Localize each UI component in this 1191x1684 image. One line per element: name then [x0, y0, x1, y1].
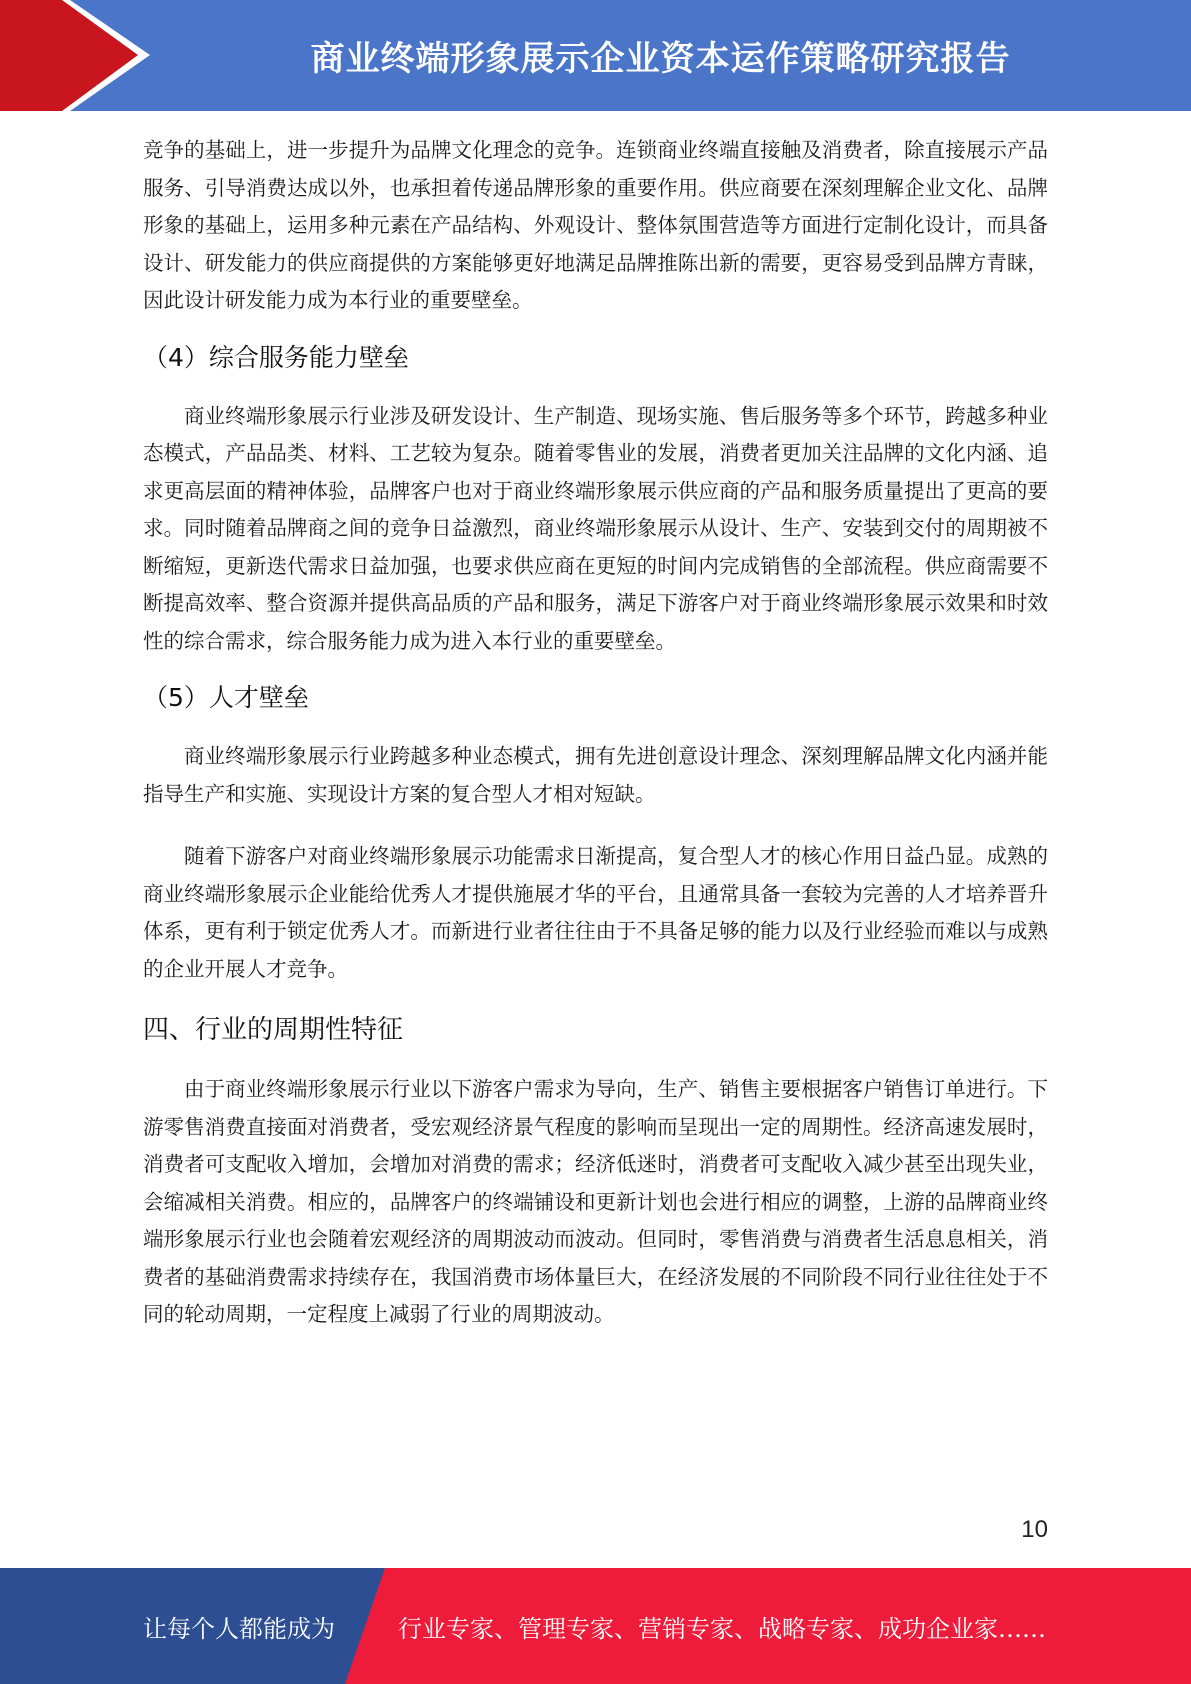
report-title: 商业终端形象展示企业资本运作策略研究报告: [310, 39, 1011, 79]
heading-talent-barrier: （5）人才壁垒: [143, 683, 309, 712]
footer-slogan-right: 行业专家、管理专家、营销专家、战略专家、成功企业家……: [398, 1614, 1046, 1643]
page-header: [0, 0, 1191, 111]
page-footer: [0, 1568, 1191, 1684]
heading-cyclicality: 四、行业的周期性特征: [143, 1015, 404, 1045]
paragraph-service-barrier: 商业终端形象展示行业涉及研发设计、生产制造、现场实施、售后服务等多个环节，跨越多种业态模式，产品品类、材料、工艺较为复杂。随着零售业的发展，消费者更加关注品牌的文化内涵、追求更高层面的精神体验，品牌客户也对于商业终端形象展示供应商的产品和服务质量提出了更高的要求。同时随着品牌商之间的竞争日益激烈，商业终端形象展示从设计、生产、安装到交付的周期被不断缩短，更新迭代需求日益加强，也要求供应商在更短的时间内完成销售的全部流程。供应商需要不断提高效率、整合资源并提供高品质的产品和服务，满足下游客户对于商业终端形象展示效果和时效性的综合需求，综合服务能力成为进入本行业的重要壁垒。: [143, 403, 1048, 653]
page-number: 10: [1021, 1516, 1048, 1543]
paragraph-talent-barrier-1: 商业终端形象展示行业跨越多种业态模式，拥有先进创意设计理念、深刻理解品牌文化内涵并能指导生产和实施、实现设计方案的复合型人才相对短缺。: [143, 744, 1048, 806]
paragraph-design-barrier: 竞争的基础上，进一步提升为品牌文化理念的竞争。连锁商业终端直接触及消费者，除直接展示产品服务、引导消费达成以外，也承担着传递品牌形象的重要作用。供应商要在深刻理解企业文化、品牌形象的基础上，运用多种元素在产品结构、外观设计、整体氛围营造等方面进行定制化设计，而具备设计、研发能力的供应商提供的方案能够更好地满足品牌推陈出新的需要，更容易受到品牌方青睐，因此设计研发能力成为本行业的重要壁垒。: [143, 138, 1048, 312]
heading-service-barrier: （4）综合服务能力壁垒: [143, 342, 409, 372]
footer-slogan-left: 让每个人都能成为: [143, 1614, 335, 1643]
paragraph-talent-barrier-2: 随着下游客户对商业终端形象展示功能需求日渐提高，复合型人才的核心作用日益凸显。成熟的商业终端形象展示企业能给优秀人才提供施展才华的平台，且通常具备一套较为完善的人才培养晋升体系，更有利于锁定优秀人才。而新进行业者往往由于不具备足够的能力以及行业经验而难以与成熟的企业开展人才竞争。: [143, 844, 1048, 981]
document-body: [143, 132, 1048, 1334]
paragraph-cyclicality: 由于商业终端形象展示行业以下游客户需求为导向，生产、销售主要根据客户销售订单进行。下游零售消费直接面对消费者，受宏观经济景气程度的影响而呈现出一定的周期性。经济高速发展时，消费者可支配收入增加，会增加对消费的需求；经济低迷时，消费者可支配收入减少甚至出现失业，会缩减相关消费。相应的，品牌客户的终端铺设和更新计划也会进行相应的调整，上游的品牌商业终端形象展示行业也会随着宏观经济的周期波动而波动。但同时，零售消费与消费者生活息息相关，消费者的基础消费需求持续存在，我国消费市场体量巨大，在经济发展的不同阶段不同行业往往处于不同的轮动周期，一定程度上减弱了行业的周期波动。: [143, 1077, 1048, 1326]
